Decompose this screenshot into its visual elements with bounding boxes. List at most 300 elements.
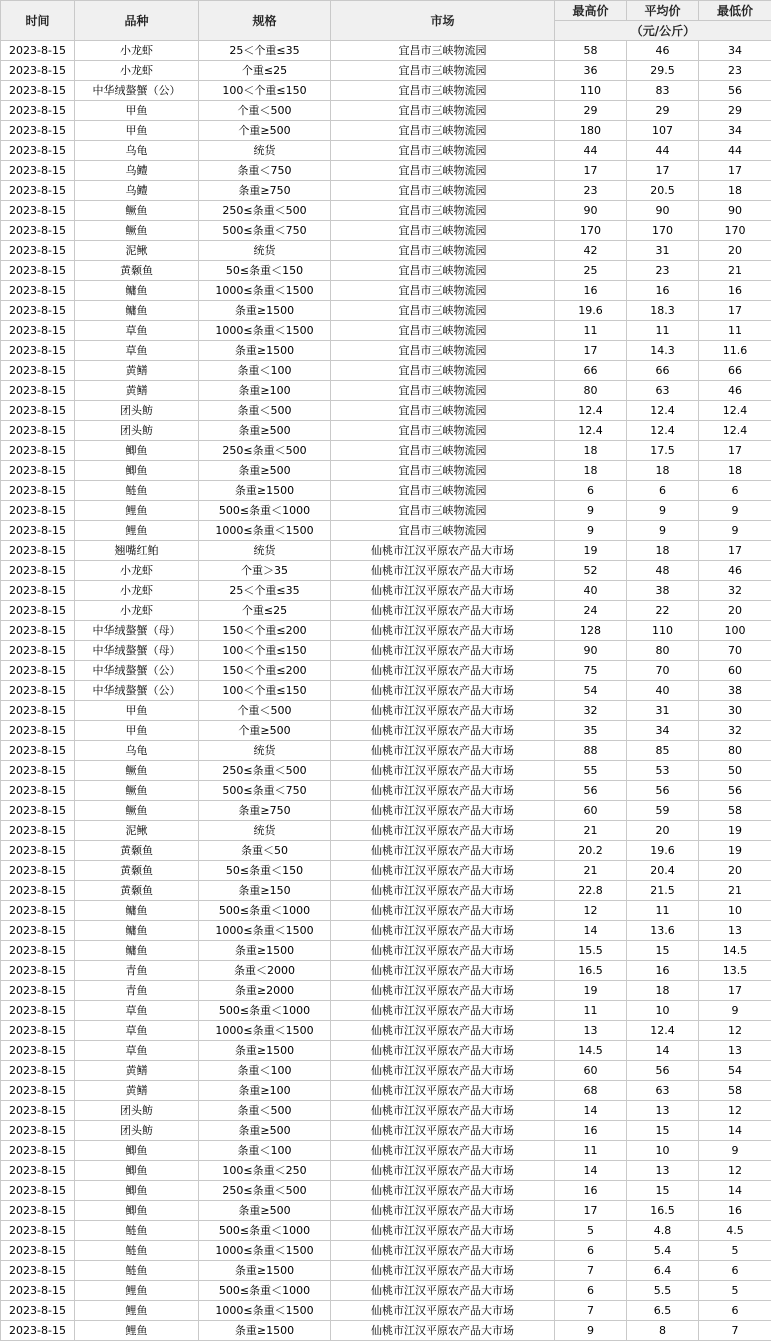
avg-price-cell: 48 xyxy=(627,561,699,581)
spec-cell: 条重≥100 xyxy=(199,381,331,401)
variety-cell: 青鱼 xyxy=(75,961,199,981)
date-cell: 2023-8-15 xyxy=(1,61,75,81)
table-row xyxy=(1,421,771,441)
min-price-cell: 56 xyxy=(699,781,771,801)
table-row xyxy=(1,1021,771,1041)
spec-cell: 条重＜100 xyxy=(199,1061,331,1081)
avg-price-cell: 6.4 xyxy=(627,1261,699,1281)
max-price-cell: 6 xyxy=(555,481,627,501)
avg-price-cell: 6.5 xyxy=(627,1301,699,1321)
table-row xyxy=(1,1261,771,1281)
min-price-cell: 56 xyxy=(699,81,771,101)
market-cell: 宜昌市三峡物流园 xyxy=(331,221,555,241)
avg-price-cell: 11 xyxy=(627,901,699,921)
max-price-cell: 19 xyxy=(555,541,627,561)
min-price-cell: 21 xyxy=(699,881,771,901)
max-price-cell: 9 xyxy=(555,1321,627,1341)
avg-price-cell: 13 xyxy=(627,1161,699,1181)
avg-price-cell: 8 xyxy=(627,1321,699,1341)
min-price-cell: 46 xyxy=(699,561,771,581)
avg-price-cell: 13.6 xyxy=(627,921,699,941)
spec-cell: 条重≥1500 xyxy=(199,301,331,321)
max-price-cell: 21 xyxy=(555,861,627,881)
avg-price-cell: 110 xyxy=(627,621,699,641)
min-price-cell: 12 xyxy=(699,1021,771,1041)
table-row xyxy=(1,541,771,561)
variety-cell: 鲢鱼 xyxy=(75,1221,199,1241)
market-cell: 仙桃市江汉平原农产品大市场 xyxy=(331,961,555,981)
table-row xyxy=(1,1201,771,1221)
variety-cell: 鲫鱼 xyxy=(75,441,199,461)
variety-cell: 鲫鱼 xyxy=(75,461,199,481)
avg-price-cell: 38 xyxy=(627,581,699,601)
table-row xyxy=(1,1221,771,1241)
market-cell: 宜昌市三峡物流园 xyxy=(331,361,555,381)
header-date: 时间 xyxy=(1,1,75,41)
date-cell: 2023-8-15 xyxy=(1,1321,75,1341)
avg-price-cell: 40 xyxy=(627,681,699,701)
max-price-cell: 6 xyxy=(555,1281,627,1301)
max-price-cell: 32 xyxy=(555,701,627,721)
max-price-cell: 170 xyxy=(555,221,627,241)
date-cell: 2023-8-15 xyxy=(1,861,75,881)
variety-cell: 甲鱼 xyxy=(75,701,199,721)
max-price-cell: 15.5 xyxy=(555,941,627,961)
market-cell: 宜昌市三峡物流园 xyxy=(331,301,555,321)
min-price-cell: 14 xyxy=(699,1181,771,1201)
table-row xyxy=(1,441,771,461)
variety-cell: 黄鳝 xyxy=(75,381,199,401)
spec-cell: 500≤条重＜1000 xyxy=(199,901,331,921)
spec-cell: 100＜个重≤150 xyxy=(199,641,331,661)
market-cell: 仙桃市江汉平原农产品大市场 xyxy=(331,1101,555,1121)
variety-cell: 青鱼 xyxy=(75,981,199,1001)
table-row xyxy=(1,81,771,101)
date-cell: 2023-8-15 xyxy=(1,1001,75,1021)
spec-cell: 500≤条重＜1000 xyxy=(199,1221,331,1241)
variety-cell: 小龙虾 xyxy=(75,581,199,601)
min-price-cell: 10 xyxy=(699,901,771,921)
min-price-cell: 17 xyxy=(699,441,771,461)
min-price-cell: 29 xyxy=(699,101,771,121)
spec-cell: 50≤条重＜150 xyxy=(199,861,331,881)
max-price-cell: 36 xyxy=(555,61,627,81)
min-price-cell: 46 xyxy=(699,381,771,401)
max-price-cell: 18 xyxy=(555,441,627,461)
avg-price-cell: 19.6 xyxy=(627,841,699,861)
table-row xyxy=(1,1041,771,1061)
spec-cell: 条重≥1500 xyxy=(199,1261,331,1281)
min-price-cell: 11 xyxy=(699,321,771,341)
date-cell: 2023-8-15 xyxy=(1,301,75,321)
max-price-cell: 60 xyxy=(555,801,627,821)
variety-cell: 团头鲂 xyxy=(75,421,199,441)
spec-cell: 250≤条重＜500 xyxy=(199,441,331,461)
max-price-cell: 7 xyxy=(555,1261,627,1281)
spec-cell: 1000≤条重＜1500 xyxy=(199,1021,331,1041)
market-cell: 仙桃市江汉平原农产品大市场 xyxy=(331,761,555,781)
spec-cell: 500≤条重＜1000 xyxy=(199,1281,331,1301)
max-price-cell: 20.2 xyxy=(555,841,627,861)
date-cell: 2023-8-15 xyxy=(1,801,75,821)
date-cell: 2023-8-15 xyxy=(1,121,75,141)
min-price-cell: 90 xyxy=(699,201,771,221)
market-cell: 仙桃市江汉平原农产品大市场 xyxy=(331,801,555,821)
min-price-cell: 13 xyxy=(699,921,771,941)
table-row xyxy=(1,561,771,581)
avg-price-cell: 15 xyxy=(627,1181,699,1201)
avg-price-cell: 10 xyxy=(627,1001,699,1021)
max-price-cell: 14.5 xyxy=(555,1041,627,1061)
date-cell: 2023-8-15 xyxy=(1,281,75,301)
table-row xyxy=(1,321,771,341)
variety-cell: 鳜鱼 xyxy=(75,781,199,801)
max-price-cell: 90 xyxy=(555,201,627,221)
min-price-cell: 34 xyxy=(699,41,771,61)
market-cell: 宜昌市三峡物流园 xyxy=(331,281,555,301)
market-cell: 仙桃市江汉平原农产品大市场 xyxy=(331,1081,555,1101)
table-row xyxy=(1,1301,771,1321)
market-cell: 仙桃市江汉平原农产品大市场 xyxy=(331,1001,555,1021)
max-price-cell: 56 xyxy=(555,781,627,801)
spec-cell: 100＜个重≤150 xyxy=(199,81,331,101)
min-price-cell: 9 xyxy=(699,1001,771,1021)
table-row xyxy=(1,681,771,701)
date-cell: 2023-8-15 xyxy=(1,521,75,541)
avg-price-cell: 5.4 xyxy=(627,1241,699,1261)
market-cell: 仙桃市江汉平原农产品大市场 xyxy=(331,1041,555,1061)
avg-price-cell: 63 xyxy=(627,1081,699,1101)
variety-cell: 黄颡鱼 xyxy=(75,841,199,861)
spec-cell: 条重≥1500 xyxy=(199,1041,331,1061)
table-row xyxy=(1,741,771,761)
variety-cell: 鲫鱼 xyxy=(75,1201,199,1221)
max-price-cell: 16 xyxy=(555,1121,627,1141)
spec-cell: 统货 xyxy=(199,741,331,761)
table-row xyxy=(1,101,771,121)
variety-cell: 鲢鱼 xyxy=(75,1241,199,1261)
table-row xyxy=(1,901,771,921)
variety-cell: 甲鱼 xyxy=(75,121,199,141)
market-cell: 仙桃市江汉平原农产品大市场 xyxy=(331,821,555,841)
min-price-cell: 9 xyxy=(699,501,771,521)
date-cell: 2023-8-15 xyxy=(1,181,75,201)
date-cell: 2023-8-15 xyxy=(1,161,75,181)
table-row xyxy=(1,941,771,961)
table-row xyxy=(1,1141,771,1161)
min-price-cell: 4.5 xyxy=(699,1221,771,1241)
table-row xyxy=(1,961,771,981)
max-price-cell: 23 xyxy=(555,181,627,201)
variety-cell: 鳜鱼 xyxy=(75,761,199,781)
header-unit: （元/公斤） xyxy=(555,21,771,41)
min-price-cell: 21 xyxy=(699,261,771,281)
market-cell: 仙桃市江汉平原农产品大市场 xyxy=(331,1281,555,1301)
date-cell: 2023-8-15 xyxy=(1,961,75,981)
max-price-cell: 11 xyxy=(555,1141,627,1161)
avg-price-cell: 56 xyxy=(627,781,699,801)
market-cell: 仙桃市江汉平原农产品大市场 xyxy=(331,921,555,941)
market-cell: 宜昌市三峡物流园 xyxy=(331,121,555,141)
table-row xyxy=(1,1061,771,1081)
min-price-cell: 80 xyxy=(699,741,771,761)
min-price-cell: 6 xyxy=(699,1261,771,1281)
date-cell: 2023-8-15 xyxy=(1,441,75,461)
date-cell: 2023-8-15 xyxy=(1,501,75,521)
date-cell: 2023-8-15 xyxy=(1,201,75,221)
max-price-cell: 14 xyxy=(555,1161,627,1181)
date-cell: 2023-8-15 xyxy=(1,41,75,61)
avg-price-cell: 6 xyxy=(627,481,699,501)
variety-cell: 鳙鱼 xyxy=(75,901,199,921)
avg-price-cell: 107 xyxy=(627,121,699,141)
table-row xyxy=(1,241,771,261)
date-cell: 2023-8-15 xyxy=(1,361,75,381)
table-row xyxy=(1,501,771,521)
date-cell: 2023-8-15 xyxy=(1,981,75,1001)
avg-price-cell: 14.3 xyxy=(627,341,699,361)
max-price-cell: 88 xyxy=(555,741,627,761)
max-price-cell: 128 xyxy=(555,621,627,641)
avg-price-cell: 16.5 xyxy=(627,1201,699,1221)
avg-price-cell: 83 xyxy=(627,81,699,101)
spec-cell: 250≤条重＜500 xyxy=(199,201,331,221)
market-cell: 仙桃市江汉平原农产品大市场 xyxy=(331,581,555,601)
table-row xyxy=(1,41,771,61)
max-price-cell: 80 xyxy=(555,381,627,401)
variety-cell: 鳙鱼 xyxy=(75,921,199,941)
variety-cell: 鳜鱼 xyxy=(75,221,199,241)
min-price-cell: 6 xyxy=(699,481,771,501)
market-cell: 仙桃市江汉平原农产品大市场 xyxy=(331,1141,555,1161)
min-price-cell: 38 xyxy=(699,681,771,701)
table-row xyxy=(1,1121,771,1141)
table-row xyxy=(1,861,771,881)
min-price-cell: 14.5 xyxy=(699,941,771,961)
table-row xyxy=(1,581,771,601)
market-cell: 宜昌市三峡物流园 xyxy=(331,321,555,341)
market-cell: 仙桃市江汉平原农产品大市场 xyxy=(331,1021,555,1041)
table-row xyxy=(1,641,771,661)
max-price-cell: 52 xyxy=(555,561,627,581)
market-cell: 仙桃市江汉平原农产品大市场 xyxy=(331,1301,555,1321)
date-cell: 2023-8-15 xyxy=(1,761,75,781)
date-cell: 2023-8-15 xyxy=(1,341,75,361)
variety-cell: 黄鳝 xyxy=(75,361,199,381)
market-cell: 仙桃市江汉平原农产品大市场 xyxy=(331,881,555,901)
spec-cell: 统货 xyxy=(199,141,331,161)
variety-cell: 中华绒螯蟹（母） xyxy=(75,641,199,661)
date-cell: 2023-8-15 xyxy=(1,1121,75,1141)
market-cell: 宜昌市三峡物流园 xyxy=(331,201,555,221)
date-cell: 2023-8-15 xyxy=(1,581,75,601)
spec-cell: 条重＜100 xyxy=(199,361,331,381)
min-price-cell: 17 xyxy=(699,981,771,1001)
market-cell: 宜昌市三峡物流园 xyxy=(331,381,555,401)
table-row xyxy=(1,201,771,221)
max-price-cell: 54 xyxy=(555,681,627,701)
max-price-cell: 9 xyxy=(555,501,627,521)
variety-cell: 乌龟 xyxy=(75,141,199,161)
variety-cell: 乌龟 xyxy=(75,741,199,761)
spec-cell: 1000≤条重＜1500 xyxy=(199,521,331,541)
avg-price-cell: 53 xyxy=(627,761,699,781)
avg-price-cell: 20 xyxy=(627,821,699,841)
spec-cell: 250≤条重＜500 xyxy=(199,761,331,781)
min-price-cell: 20 xyxy=(699,861,771,881)
variety-cell: 黄颡鱼 xyxy=(75,261,199,281)
spec-cell: 条重≥150 xyxy=(199,881,331,901)
header-variety: 品种 xyxy=(75,1,199,41)
spec-cell: 150＜个重≤200 xyxy=(199,621,331,641)
max-price-cell: 66 xyxy=(555,361,627,381)
variety-cell: 乌鳢 xyxy=(75,181,199,201)
min-price-cell: 17 xyxy=(699,541,771,561)
min-price-cell: 66 xyxy=(699,361,771,381)
date-cell: 2023-8-15 xyxy=(1,1181,75,1201)
date-cell: 2023-8-15 xyxy=(1,241,75,261)
spec-cell: 条重≥500 xyxy=(199,461,331,481)
date-cell: 2023-8-15 xyxy=(1,1281,75,1301)
variety-cell: 鳙鱼 xyxy=(75,941,199,961)
max-price-cell: 6 xyxy=(555,1241,627,1261)
min-price-cell: 12.4 xyxy=(699,401,771,421)
max-price-cell: 9 xyxy=(555,521,627,541)
max-price-cell: 13 xyxy=(555,1021,627,1041)
avg-price-cell: 31 xyxy=(627,241,699,261)
variety-cell: 中华绒螯蟹（公） xyxy=(75,81,199,101)
max-price-cell: 42 xyxy=(555,241,627,261)
avg-price-cell: 29 xyxy=(627,101,699,121)
market-cell: 宜昌市三峡物流园 xyxy=(331,341,555,361)
spec-cell: 500≤条重＜1000 xyxy=(199,1001,331,1021)
min-price-cell: 12 xyxy=(699,1101,771,1121)
min-price-cell: 60 xyxy=(699,661,771,681)
avg-price-cell: 17.5 xyxy=(627,441,699,461)
spec-cell: 100≤条重＜250 xyxy=(199,1161,331,1181)
market-cell: 仙桃市江汉平原农产品大市场 xyxy=(331,1261,555,1281)
min-price-cell: 58 xyxy=(699,1081,771,1101)
table-row xyxy=(1,621,771,641)
date-cell: 2023-8-15 xyxy=(1,1161,75,1181)
variety-cell: 中华绒螯蟹（母） xyxy=(75,621,199,641)
table-row xyxy=(1,661,771,681)
spec-cell: 条重≥1500 xyxy=(199,341,331,361)
variety-cell: 草鱼 xyxy=(75,321,199,341)
max-price-cell: 40 xyxy=(555,581,627,601)
table-row xyxy=(1,801,771,821)
spec-cell: 个重≥500 xyxy=(199,721,331,741)
avg-price-cell: 15 xyxy=(627,1121,699,1141)
avg-price-cell: 18 xyxy=(627,461,699,481)
table-row xyxy=(1,1281,771,1301)
spec-cell: 个重≥500 xyxy=(199,121,331,141)
avg-price-cell: 12.4 xyxy=(627,1021,699,1041)
market-cell: 仙桃市江汉平原农产品大市场 xyxy=(331,941,555,961)
spec-cell: 150＜个重≤200 xyxy=(199,661,331,681)
market-cell: 仙桃市江汉平原农产品大市场 xyxy=(331,541,555,561)
max-price-cell: 75 xyxy=(555,661,627,681)
spec-cell: 条重＜500 xyxy=(199,401,331,421)
table-row xyxy=(1,61,771,81)
table-row xyxy=(1,401,771,421)
header-min-price: 最低价 xyxy=(699,1,771,21)
variety-cell: 草鱼 xyxy=(75,1021,199,1041)
variety-cell: 黄颡鱼 xyxy=(75,861,199,881)
date-cell: 2023-8-15 xyxy=(1,741,75,761)
max-price-cell: 24 xyxy=(555,601,627,621)
date-cell: 2023-8-15 xyxy=(1,1101,75,1121)
date-cell: 2023-8-15 xyxy=(1,1141,75,1161)
variety-cell: 鳙鱼 xyxy=(75,301,199,321)
date-cell: 2023-8-15 xyxy=(1,321,75,341)
avg-price-cell: 10 xyxy=(627,1141,699,1161)
min-price-cell: 19 xyxy=(699,841,771,861)
market-cell: 宜昌市三峡物流园 xyxy=(331,441,555,461)
variety-cell: 小龙虾 xyxy=(75,41,199,61)
variety-cell: 甲鱼 xyxy=(75,721,199,741)
max-price-cell: 35 xyxy=(555,721,627,741)
market-cell: 仙桃市江汉平原农产品大市场 xyxy=(331,1221,555,1241)
max-price-cell: 19 xyxy=(555,981,627,1001)
avg-price-cell: 12.4 xyxy=(627,401,699,421)
min-price-cell: 16 xyxy=(699,281,771,301)
table-row xyxy=(1,601,771,621)
min-price-cell: 20 xyxy=(699,601,771,621)
spec-cell: 500≤条重＜750 xyxy=(199,221,331,241)
date-cell: 2023-8-15 xyxy=(1,561,75,581)
max-price-cell: 12.4 xyxy=(555,401,627,421)
table-header xyxy=(1,1,771,41)
variety-cell: 鲢鱼 xyxy=(75,1261,199,1281)
min-price-cell: 54 xyxy=(699,1061,771,1081)
market-cell: 宜昌市三峡物流园 xyxy=(331,61,555,81)
min-price-cell: 70 xyxy=(699,641,771,661)
spec-cell: 条重≥2000 xyxy=(199,981,331,1001)
market-cell: 仙桃市江汉平原农产品大市场 xyxy=(331,901,555,921)
min-price-cell: 100 xyxy=(699,621,771,641)
market-cell: 宜昌市三峡物流园 xyxy=(331,461,555,481)
table-row xyxy=(1,161,771,181)
max-price-cell: 29 xyxy=(555,101,627,121)
header-market: 市场 xyxy=(331,1,555,41)
avg-price-cell: 20.4 xyxy=(627,861,699,881)
table-row xyxy=(1,481,771,501)
spec-cell: 个重＜500 xyxy=(199,701,331,721)
avg-price-cell: 4.8 xyxy=(627,1221,699,1241)
market-cell: 仙桃市江汉平原农产品大市场 xyxy=(331,841,555,861)
max-price-cell: 14 xyxy=(555,1101,627,1121)
avg-price-cell: 44 xyxy=(627,141,699,161)
variety-cell: 乌鳢 xyxy=(75,161,199,181)
date-cell: 2023-8-15 xyxy=(1,221,75,241)
table-row xyxy=(1,121,771,141)
spec-cell: 条重≥1500 xyxy=(199,481,331,501)
table-body xyxy=(1,41,771,1341)
spec-cell: 统货 xyxy=(199,241,331,261)
date-cell: 2023-8-15 xyxy=(1,1301,75,1321)
variety-cell: 翘嘴红鲌 xyxy=(75,541,199,561)
date-cell: 2023-8-15 xyxy=(1,81,75,101)
date-cell: 2023-8-15 xyxy=(1,621,75,641)
market-cell: 宜昌市三峡物流园 xyxy=(331,241,555,261)
min-price-cell: 13.5 xyxy=(699,961,771,981)
avg-price-cell: 46 xyxy=(627,41,699,61)
min-price-cell: 13 xyxy=(699,1041,771,1061)
date-cell: 2023-8-15 xyxy=(1,1201,75,1221)
max-price-cell: 55 xyxy=(555,761,627,781)
market-cell: 仙桃市江汉平原农产品大市场 xyxy=(331,781,555,801)
